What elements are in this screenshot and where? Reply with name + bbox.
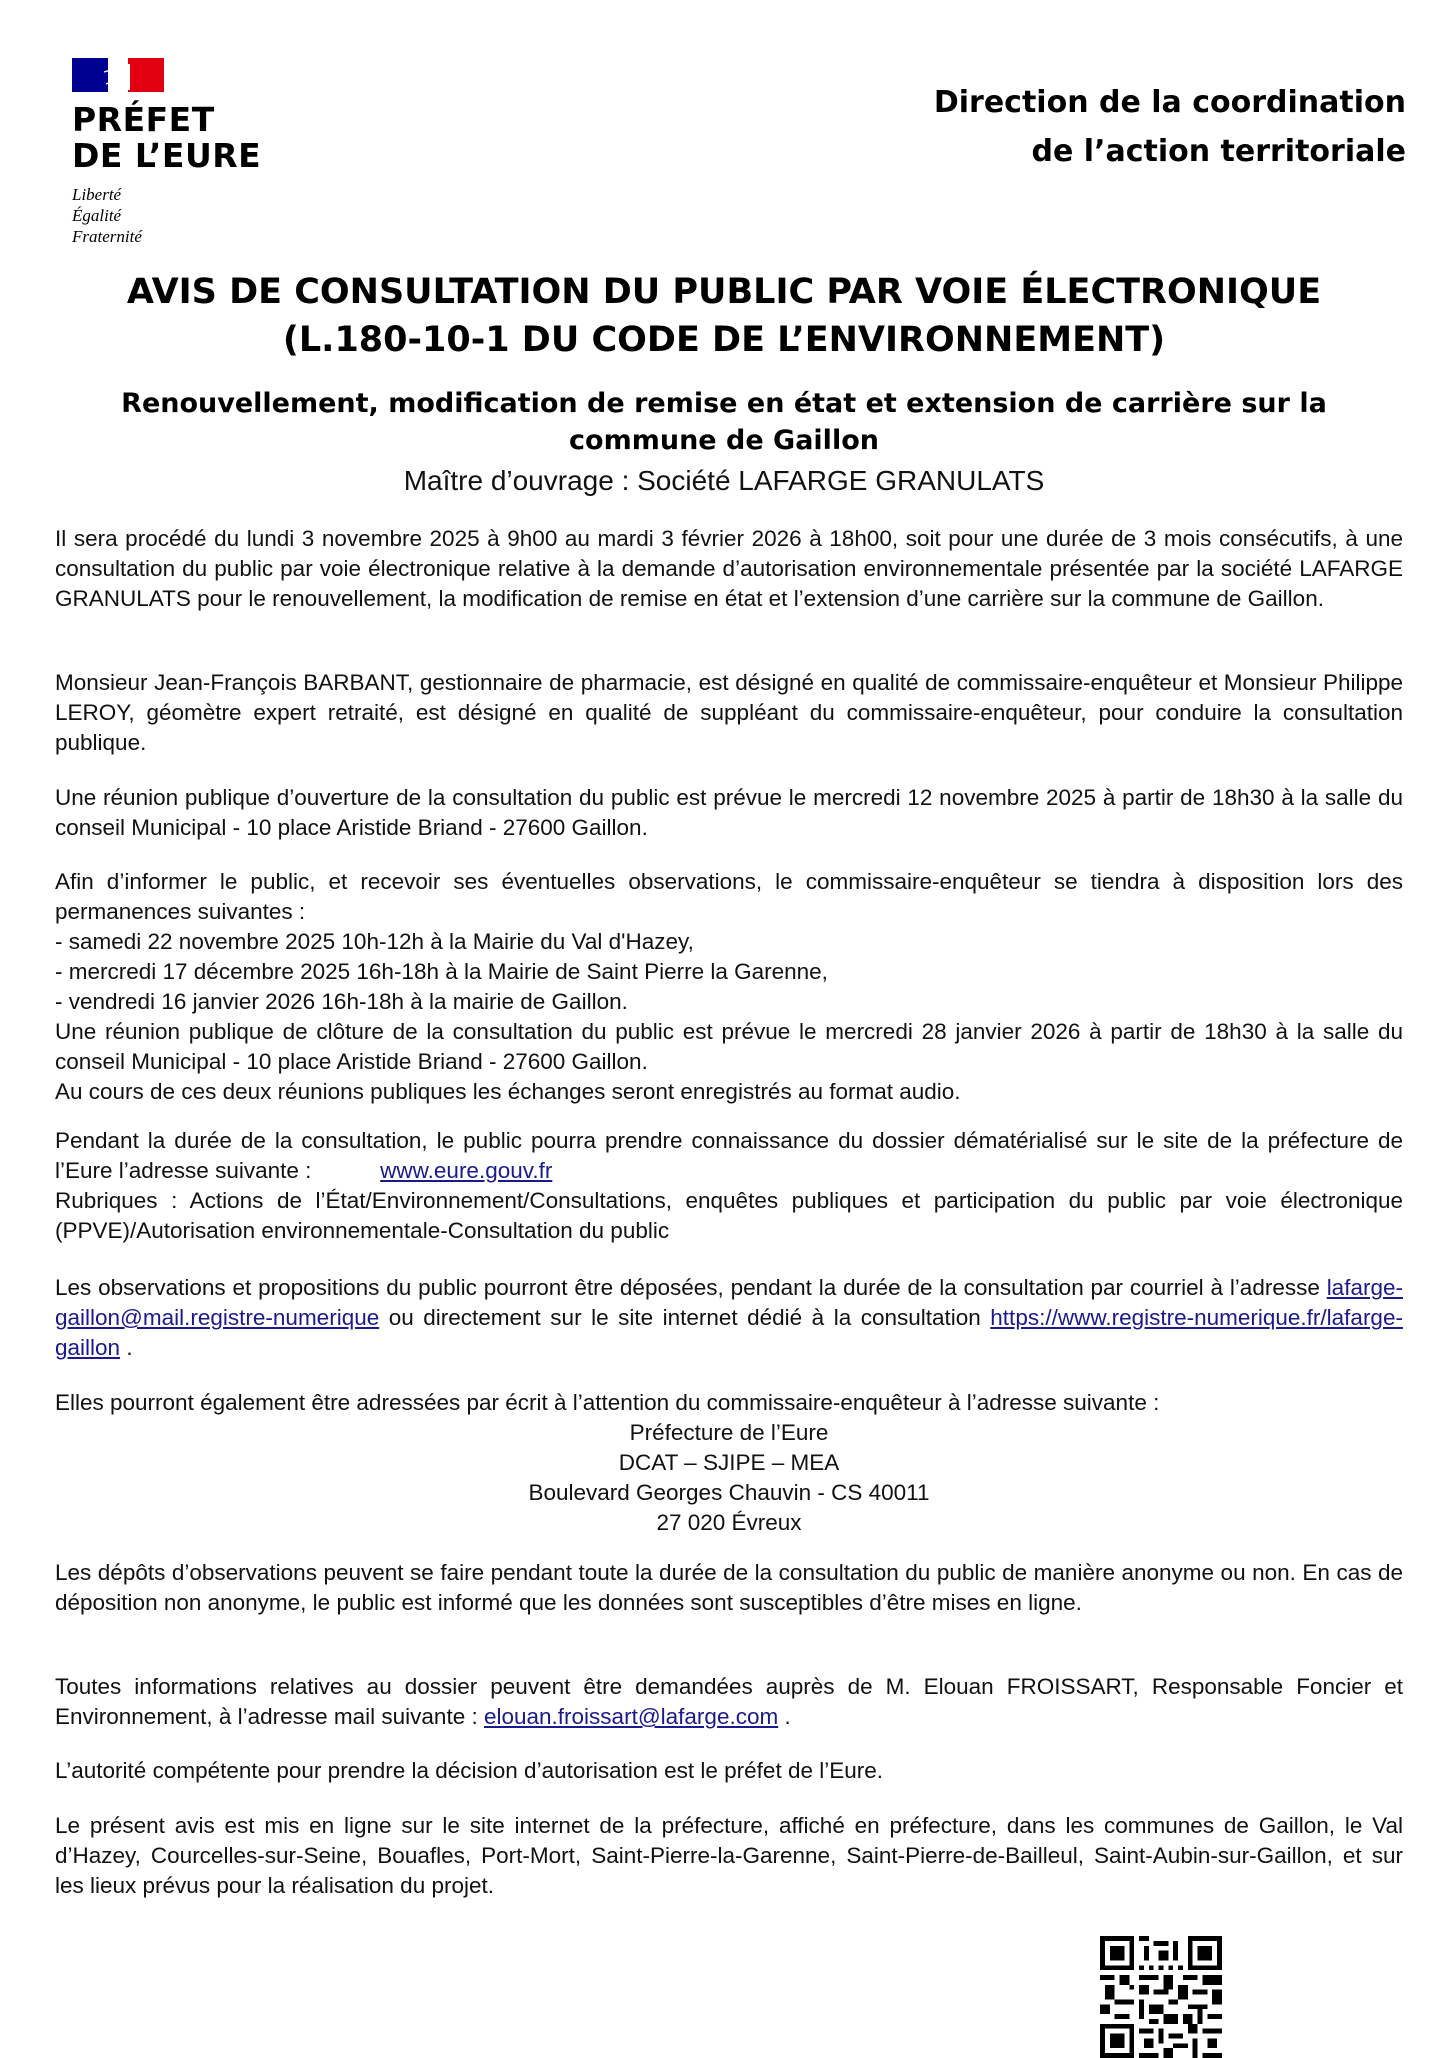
paragraph-commissioners: Monsieur Jean-François BARBANT, gestionnaire de pharmacie, est désigné en qualité de commissaire-enquêteur et Monsieur Philippe LEROY, géomètre expert retraité, est désigné en qualité de suppléant du commissaire-enquêteur, pour conduire la consultation publique. xyxy=(55,670,1403,755)
paragraph-opening-meeting: Une réunion publique d’ouverture de la consultation du public est prévue le mercredi 12 novembre 2025 à partir de 18h30 à la salle du conseil Municipal - 10 place Aristide Briand - 27600 Gaillon. xyxy=(55,785,1403,840)
prefet-logo xyxy=(72,58,272,247)
paragraph-authority: L’autorité compétente pour prendre la décision d’autorisation est le préfet de l’Eure. xyxy=(55,1758,884,1783)
audio-recording-note: Au cours de ces deux réunions publiques les échanges seront enregistrés au format audio. xyxy=(55,1079,961,1104)
project-owner: Maître d’ouvrage : Société LAFARGE GRANULATS xyxy=(403,465,1045,496)
permanence-item: - mercredi 17 décembre 2025 16h-18h à la Mairie de Saint Pierre la Garenne, xyxy=(55,959,828,984)
paragraph-dates: Il sera procédé du lundi 3 novembre 2025 à 9h00 au mardi 3 février 2026 à 18h00, soit pour une durée de 3 mois consécutifs, à une consultation du public par voie électronique relative à la demande d’autorisation environnementale présentée par la société LAFARGE GRANULATS pour le renouvellement, la modification de remise en état et l’extension d’une carrière sur la commune de Gaillon. xyxy=(55,526,1403,611)
paragraph-observations: Les observations et propositions du public pourront être déposées, pendant la durée de la consultation par courriel à l’adresse lafarge-gaillon@mail.registre-numerique ou directement sur le site internet dédié à la consultation https://www.registre-numerique.fr/lafarge-gaillon . xyxy=(55,1275,1403,1360)
paragraph-contact: Toutes informations relatives au dossier peuvent être demandées auprès de M. Elouan FROISSART, Responsable Foncier et Environnement, à l’adresse mail suivante : elouan.froissart@lafarge.com . xyxy=(55,1674,1403,1729)
devise: Liberté Égalité Fraternité xyxy=(72,185,142,246)
paragraph-postal: Elles pourront également être adressées par écrit à l’attention du commissaire-enquêteur à l’adresse suivante : xyxy=(55,1390,1160,1415)
project-subtitle: Renouvellement, modification de remise en état et extension de carrière sur la commune de Gaillon xyxy=(121,388,1327,456)
registre-website-link[interactable]: https://www.registre-numerique.fr/lafarge-gaillon xyxy=(55,1305,1403,1360)
paragraph-publication: Le présent avis est mis en ligne sur le site internet de la préfecture, affiché en préfecture, dans les communes de Gaillon, le Val d’Hazey, Courcelles-sur-Seine, Bouafles, Port-Mort, Saint-Pierre-la-Garenne, Saint-Pierre-de-Bailleul, Saint-Aubin-sur-Gaillon, et sur les lieux prévus pour la réalisation du projet. xyxy=(55,1813,1403,1898)
marianne-icon xyxy=(100,64,130,90)
prefet-name: PRÉFET DE L’EURE xyxy=(72,100,262,175)
contact-email-link[interactable]: elouan.froissart@lafarge.com xyxy=(483,1704,779,1729)
registre-email-link[interactable]: lafarge-gaillon@mail.registre-numerique xyxy=(55,1275,1403,1330)
notice-title: AVIS DE CONSULTATION DU PUBLIC PAR VOIE ÉLECTRONIQUE (L.180-10-1 DU CODE DE L’ENVIRONNEMENT) xyxy=(126,272,1322,360)
qr-code-icon[interactable] xyxy=(1100,1936,1222,2058)
prefecture-website-link[interactable]: www.eure.gouv.fr xyxy=(380,1158,553,1183)
republic-flag-icon xyxy=(72,58,164,92)
paragraph-dossier: Pendant la durée de la consultation, le public pourra prendre connaissance du dossier dématérialisé sur le site de la préfecture de l’Eure l’adresse suivante : www.eure.gouv.fr Rubriques : Actions de l’État/Environnement/Consultations, enquêtes publiques et participation du public par voie électronique (PPVE)/Autorisation environnementale-Consultation du public xyxy=(55,1128,1403,1243)
postal-address: Préfecture de l’Eure DCAT – SJIPE – MEA Boulevard Georges Chauvin - CS 40011 27 020 Évreux xyxy=(528,1420,930,1535)
closing-meeting: Une réunion publique de clôture de la consultation du public est prévue le mercredi 28 janvier 2026 à partir de 18h30 à la salle du conseil Municipal - 10 place Aristide Briand - 27600 Gaillon. xyxy=(55,1019,1403,1074)
issuing-department: Direction de la coordination de l’action territoriale xyxy=(933,85,1406,169)
paragraph-permanences: Afin d’informer le public, et recevoir ses éventuelles observations, le commissaire-enquêteur se tiendra à disposition lors des permanences suivantes : - samedi 22 novembre 2025 10h-12h à la Mairie du Val d'Hazey, - mercredi 17 décembre 2025 16h-18h à la Mairie de Saint Pierre la Garenne, - vendredi 16 janvier 2026 16h-18h à la mairie de Gaillon. Une réunion publique de clôture de la consultation du public est prévue le mercredi 28 janvier 2026 à partir de 18h30 à la salle du conseil Municipal - 10 place Aristide Briand - 27600 Gaillon. Au cours de ces deux réunions publiques les échanges seront enregistrés au format audio. xyxy=(55,867,1403,1107)
permanence-item: - samedi 22 novembre 2025 10h-12h à la Mairie du Val d'Hazey, xyxy=(55,929,694,954)
permanence-item: - vendredi 16 janvier 2026 16h-18h à la mairie de Gaillon. xyxy=(55,989,628,1014)
paragraph-anonymity: Les dépôts d’observations peuvent se faire pendant toute la durée de la consultation du public de manière anonyme ou non. En cas de déposition non anonyme, le public est informé que les données sont susceptibles d’être mises en ligne. xyxy=(55,1560,1403,1615)
